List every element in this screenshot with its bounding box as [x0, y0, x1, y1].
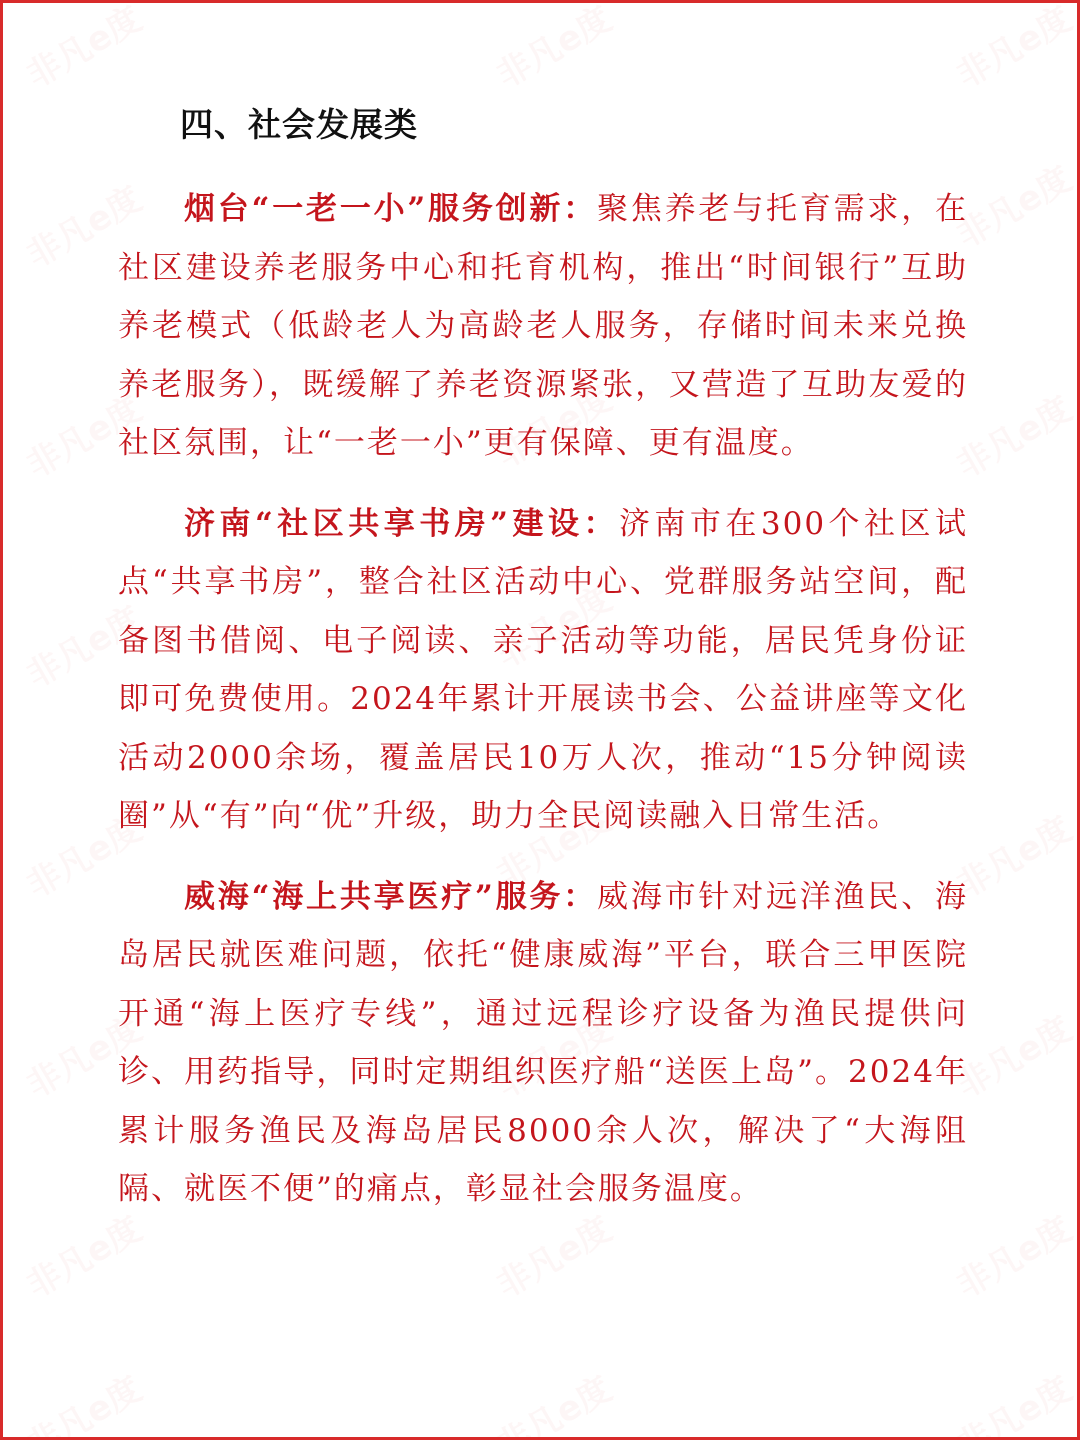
- section-heading: 四、社会发展类: [180, 105, 418, 144]
- paragraph-lead: 威海“海上共享医疗”服务：: [184, 878, 598, 915]
- document-body: [118, 95, 968, 1219]
- watermark-text: [486, 0, 619, 97]
- watermark-text: [16, 0, 149, 97]
- watermark-text: [16, 1362, 149, 1440]
- watermark-text: [486, 1362, 619, 1440]
- paragraph-lead: 烟台“一老一小”服务创新：: [184, 191, 598, 227]
- paragraph-lead: 济南“社区共享书房”建设：: [184, 505, 619, 542]
- paragraph-body: 威海市针对远洋渔民、海岛居民就医难问题，依托“健康威海”平台，联合三甲医院开通“海上医疗专线”，通过远程诊疗设备为渔民提供问诊、用药指导，同时定期组织医疗船“送医上岛”。2024年累计服务渔民及海岛居民8000余人次，解决了“大海阻隔、就医不便”的痛点，彰显社会服务温度。: [118, 878, 968, 1207]
- paragraph-jinan: [118, 495, 968, 846]
- paragraph-weihai: [118, 868, 968, 1219]
- watermark-text: [946, 1362, 1079, 1440]
- watermark-text: [946, 0, 1079, 97]
- paragraph-body: 济南市在300个社区试点“共享书房”，整合社区活动中心、党群服务站空间，配备图书借阅、电子阅读、亲子活动等功能，居民凭身份证即可免费使用。2024年累计开展读书会、公益讲座等文化活动2000余场，覆盖居民10万人次，推动“15分钟阅读圈”从“有”向“优”升级，助力全民阅读融入日常生活。: [118, 505, 968, 834]
- paragraph-body: 聚焦养老与托育需求，在社区建设养老服务中心和托育机构，推出“时间银行”互助养老模式（低龄老人为高龄老人服务，存储时间未来兑换养老服务），既缓解了养老资源紧张，又营造了互助友爱的社区氛围，让“一老一小”更有保障、更有温度。: [118, 191, 968, 461]
- paragraph-yantai: [118, 180, 968, 473]
